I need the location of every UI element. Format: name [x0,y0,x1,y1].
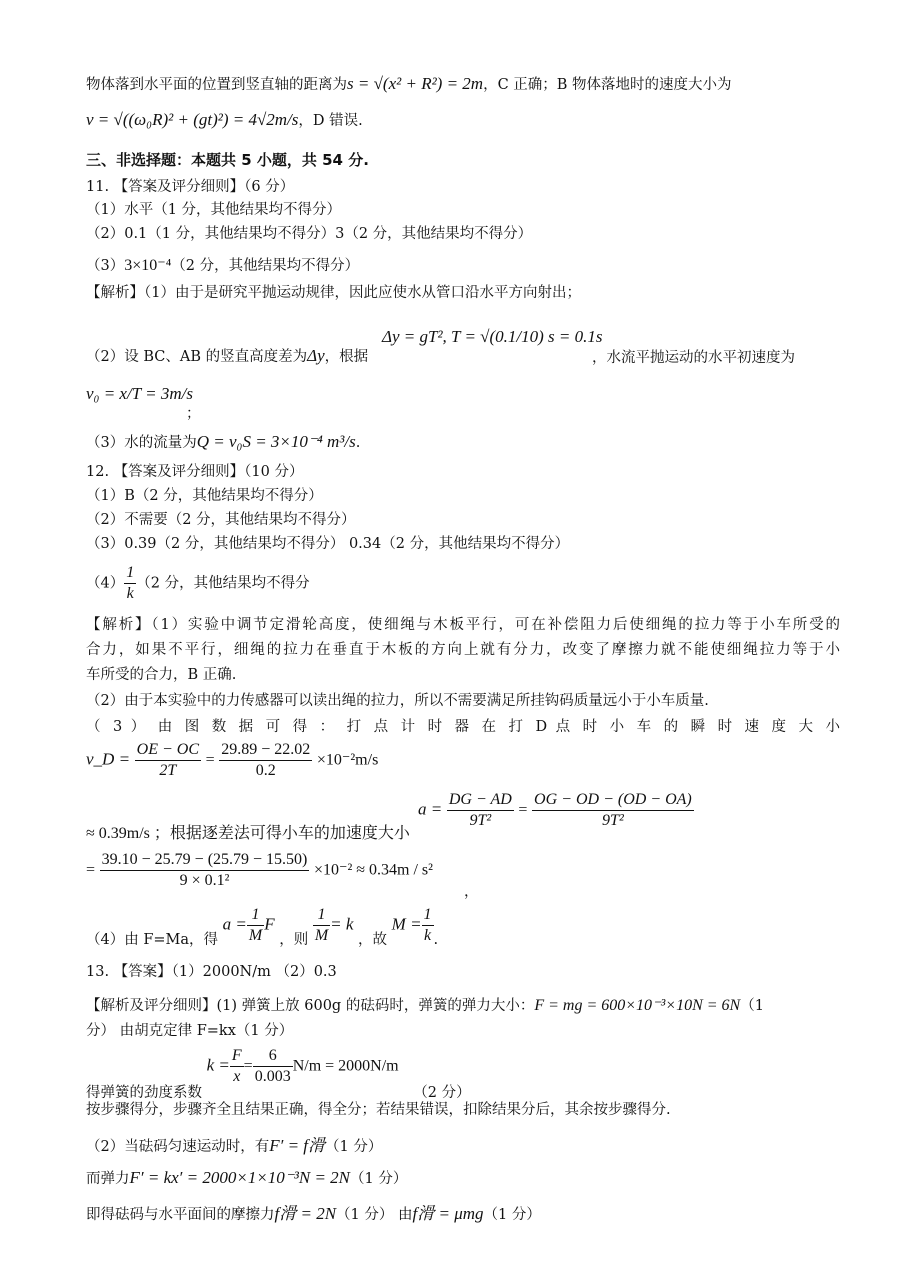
text: （1 分） [483,1207,541,1223]
q13-analysis-2: 分） 由胡克定律 F=kx（1 分） [86,1023,294,1039]
text: ，C 正确；B 物体落地时的速度大小为 [483,77,732,93]
text: 物体落到水平面的位置到竖直轴的距离为 [86,77,347,93]
denominator: 0.2 [255,762,276,779]
text: 即得砝码与水平面间的摩擦力 [86,1207,275,1223]
numerator: 39.10 − 25.79 − (25.79 − 15.50) [100,850,310,871]
text: 而弹力 [86,1171,130,1187]
equation-vd: v_D = $\frac{OE - OC}{2T}$ = $\frac{29.89 - 22.02}{0.2}$ ×10⁻²m/s [86,741,379,779]
lhs: M = [391,914,422,934]
denominator: M [248,927,263,944]
text: （2 分） [413,1084,471,1101]
text: . [355,435,361,451]
text: ≈ 0.39m/s ；根据逐差法可得小车的加速度大小 [86,825,410,842]
equation: v₀ = x/T = 3m/s [86,384,193,403]
denominator: 9 × 0.1² [179,872,230,889]
text: （1 分） [325,1139,383,1155]
denominator: 9T² [602,812,624,829]
equation-acceleration: a = $\frac{DG - AD}{\text{9T²}}$ = $\frac{OG - OD - (OD - OA)}{\text{9T²}}$ [418,791,692,829]
fraction [124,563,136,604]
q13-heading: 13. 【答案】（1）2000N/m （2）0.3 [86,964,337,980]
q12-answer-1: （1）B（2 分，其他结果均不得分） [86,488,323,504]
text: . [433,931,439,948]
text: （2 分，其他结果均不得分 [136,575,310,592]
equation: = k [330,914,354,934]
equation-tail: N/m = 2000N/m [292,1057,399,1075]
text: （1 [740,998,764,1014]
q12-analysis-6 [86,905,438,946]
text: （3）水的流量为 [86,435,197,451]
lhs: a = [222,914,247,934]
fraction [219,740,312,781]
denominator: 0.003 [254,1068,291,1085]
line-distance [86,74,840,95]
q12-analysis-2: 合力，如果不平行，细绳的拉力在垂直于木板的方向上就有分力，改变了摩擦力就不能使细绳拉力等于小 [86,642,840,658]
q12-analysis-5: （ 3 ） 由 图 数 据 可 得 ： 打 点 计 时 器 在 打 D 点 时 小 车 的 瞬 时 速 度 大 小 [86,719,840,735]
q12-analysis-1: 【解析】（1）实验中调节定滑轮高度，使细绳与木板平行，可在补偿阻力后使细绳的拉力等于小车所受的 [86,617,840,633]
q13-analysis-1 [86,996,840,1016]
q11-analysis-4 [86,432,840,453]
fraction [247,905,264,946]
equation-acceleration-value: = $\frac{39.10 - 25.79 - (25.79 - 15.50)}{\text{9 × 0.1²}}$ ×10⁻² ≈ 0.34m / s² [86,851,433,889]
numerator: 6 [253,1046,293,1067]
q11-analysis-1: 【解析】（1）由于是研究平抛运动规律，因此应使水从管口沿水平方向射出； [86,285,581,301]
text: （1 分） [350,1171,408,1187]
q12-answer-3: （3）0.39（2 分，其他结果均不得分） 0.34（2 分，其他结果均不得分） [86,536,570,552]
text: （1 分） 由 [336,1207,413,1223]
q11-answer-2: （2）0.1（1 分，其他结果均不得分）3（2 分，其他结果均不得分） [86,226,533,242]
text: （2 分，其他结果均不得分） [171,258,360,274]
numerator: 1 [422,905,434,926]
equation: F = mg = 600×10⁻³×10N = 6N [534,997,741,1014]
numerator: F [230,1046,244,1067]
equation: f滑 = μmg [412,1204,484,1223]
text: ，故 [358,931,388,948]
denominator: x [233,1068,241,1085]
numerator: 1 [247,905,264,926]
denominator: k [126,585,134,602]
numerator: 1 [124,563,136,584]
numerator: 1 [313,905,330,926]
text: ，则 [279,931,309,948]
text [86,820,410,843]
q11-heading: 11. 【答案及评分细则】（6 分） [86,179,295,195]
equation-tail: ×10⁻²m/s [316,751,379,769]
numerator: OG − OD − (OD − OA) [532,790,694,811]
text: ； [186,406,201,422]
text: （2）当砝码匀速运动时，有 [86,1139,270,1155]
denominator: 2T [159,762,177,779]
equation-period: Δy = gT², T = √(0.1/10) s = 0.1s [382,327,603,346]
equation: Q = v₀S = 3×10⁻⁴ m³/s [196,432,356,451]
q13-analysis-5 [86,1168,840,1189]
denominator: 9T² [469,812,492,829]
equation: v = √((ω₀R)² + (gt)²) = 4√2m/s [86,110,299,129]
text: ，根据 [324,349,369,365]
q13-rule: 按步骤得分，步骤齐全且结果正确，得全分；若结果错误，扣除结果分后，其余按步骤得分. [86,1102,671,1118]
text: 得弹簧的劲度系数 [86,1084,202,1101]
text: ，D 错误. [298,113,363,129]
equation: f滑 = 2N [274,1204,337,1223]
text: （4） [86,575,125,592]
q13-analysis-4 [86,1136,840,1157]
fraction [313,905,330,946]
q13-analysis-3: 得弹簧的劲度系数 k = $\frac{F}{x}$ = $\frac{6}{0.003}$ N/m = 2000N/m （2 分） [86,1047,471,1101]
section-heading: 三、非选择题：本题共 5 小题，共 54 分. [86,151,369,169]
fraction [135,740,201,781]
text: 【解析及评分细则】(1) 弹簧上放 600g 的砝码时，弹簧的弹力大小： [86,998,535,1014]
text: （4）由 F=Ma，得 [86,931,219,948]
text: （2）设 BC、AB 的竖直高度差为 [86,349,308,365]
equation: Δy [307,346,325,365]
fraction [447,790,514,831]
fraction [230,1046,244,1087]
text: （3） [86,258,125,274]
equation: s = √(x² + R²) = 2m [347,74,484,93]
lhs: a = [418,799,443,819]
q12-heading: 12. 【答案及评分细则】（10 分） [86,464,304,480]
fraction [532,790,694,831]
q12-analysis-4: （2）由于本实验中的力传感器可以读出绳的拉力，所以不需要满足所挂钩码质量远小于小车质量. [86,693,709,709]
numerator: DG − AD [447,790,514,811]
q13-analysis-6 [86,1204,840,1225]
denominator: k [423,927,432,944]
equation: F′ = f滑 [269,1136,326,1155]
denominator: M [314,927,329,944]
text: ， [464,884,479,900]
q12-analysis-3: 车所受的合力，B 正确. [86,667,237,683]
lhs: v_D = [86,749,131,769]
q11-answer-3 [86,256,840,276]
text: ，水流平抛运动的水平初速度为 [592,350,795,366]
numerator: OE − OC [135,740,201,761]
q11-answer-1: （1）水平（1 分，其他结果均不得分） [86,202,342,218]
fraction [422,905,434,946]
fraction [100,850,310,891]
equation: F′ = kx′ = 2000×1×10⁻³N = 2N [129,1168,351,1187]
line-velocity [86,110,840,131]
q12-answer-2: （2）不需要（2 分，其他结果均不得分） [86,512,356,528]
equation: 3×10⁻⁴ [124,257,172,274]
equation-tail: ×10⁻² ≈ 0.34m / s² [313,861,433,879]
fraction [253,1046,293,1087]
lhs: k = [206,1055,230,1075]
numerator: 29.89 − 22.02 [219,740,312,761]
force: F [264,914,275,934]
q12-answer-4 [86,563,310,604]
